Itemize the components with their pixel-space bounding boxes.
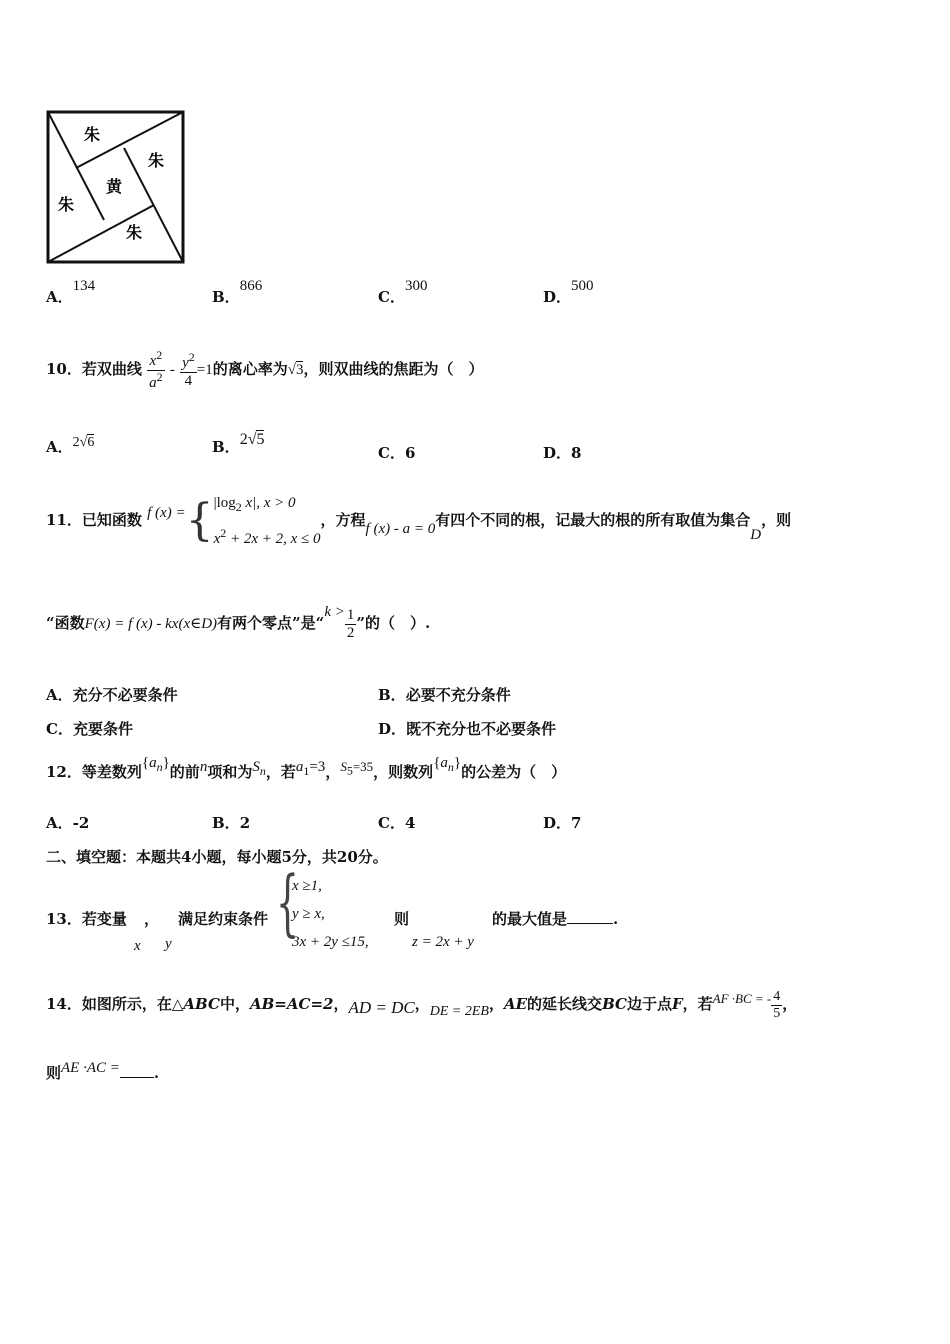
q13-constraints: x ≥1, y ≥ x, 3x + 2y ≤15, xyxy=(292,878,369,950)
q11-option-c[interactable]: C．充要条件 xyxy=(46,720,133,738)
q11-option-d[interactable]: D．既不充分也不必要条件 xyxy=(378,720,557,738)
figure-char: 黄 xyxy=(106,177,123,196)
piecewise-cases: $|\log_2$ x|, x > 0 $x^2 + 2x + 2$, x ≤ 0 xyxy=(213,495,321,547)
question-14: 14．如图所示，在△ABC中，AB=AC=2，AD = DC，DE = 2EB，AE的延长线交BC边于点F，若AF ·BC = - $\frac{4}{5}$ ， xyxy=(46,989,798,1021)
q13-brace: { xyxy=(276,860,299,944)
q11-option-a[interactable]: A．充分不必要条件 xyxy=(46,686,178,704)
q9-option-b[interactable]: B．866 xyxy=(212,278,263,306)
half-fraction: $\frac{1}{2}$ xyxy=(346,607,355,641)
q11-option-b[interactable]: B．必要不充分条件 xyxy=(378,686,511,704)
hyperbola-fraction-x: $\frac{x^2}{a^2}$ xyxy=(149,348,163,391)
four-fifths-fraction: $\frac{4}{5}$ xyxy=(773,989,781,1021)
answer-blank[interactable] xyxy=(567,911,613,924)
q12-option-a[interactable]: A．-2 xyxy=(46,814,90,832)
q12-option-c[interactable]: C．4 xyxy=(378,814,416,832)
q9-option-c[interactable]: C．300 xyxy=(378,278,428,306)
q9-option-d[interactable]: D．500 xyxy=(543,278,594,306)
q10-option-c[interactable]: C．6 xyxy=(378,444,416,462)
q13-var-x: x xyxy=(134,938,141,954)
sqrt-3: √3 xyxy=(287,362,304,378)
q12-option-d[interactable]: D．7 xyxy=(543,814,582,832)
answer-blank[interactable] xyxy=(120,1065,154,1078)
question-11-line2: “函数F(x) = f (x) - kx(x∈D)有两个零点”是“k > $\frac{1}{2}$ ”的（ ）. xyxy=(46,604,431,641)
figure-char: 朱 xyxy=(148,151,165,170)
q9-option-a[interactable]: A．134 xyxy=(46,278,96,306)
q10-option-d[interactable]: D．8 xyxy=(543,444,582,462)
question-11: 11．已知函数 f (x) ={ $|\log_2$ x|, x > 0 $x^2 + 2x + 2$, x ≤ 0 ，方程f (x) - a = 0有四个不同的根，记最大的根的所有取值为集合D，则 xyxy=(46,490,791,552)
figure-char: 朱 xyxy=(126,223,143,242)
question-12: 12．等差数列$\{a_n\}$的前n项和为$S_n$，若$a_1=3$，$S_5=35$，则数列$\{a_n\}$的公差为（ ） xyxy=(46,755,567,781)
q10-option-a[interactable]: A．2√6 xyxy=(46,435,95,456)
question-10: 10．若双曲线 $\frac{x^2}{a^2}$ - $\frac{y^2}{4}$ =1的离心率为√3，则双曲线的焦距为（ ） xyxy=(46,348,484,391)
question-13-number: 13．若变量 xyxy=(46,910,127,928)
section-2-title: 二、填空题：本题共4小题，每小题5分，共20分。 xyxy=(46,848,388,866)
piecewise-brace: { xyxy=(185,495,214,546)
q13-ask: 的最大值是 . xyxy=(492,910,619,928)
pinwheel-figure xyxy=(46,110,186,265)
q12-option-b[interactable]: B．2 xyxy=(212,814,251,832)
hyperbola-fraction-y: $\frac{y^2}{4}$ xyxy=(182,350,195,389)
q13-var-y: y xyxy=(165,936,172,952)
figure-char: 朱 xyxy=(58,195,75,214)
q10-option-b[interactable]: B．2√5 xyxy=(212,431,265,456)
figure-char: 朱 xyxy=(84,125,101,144)
question-14-line2: 则AE ·AC = . xyxy=(46,1060,160,1082)
q13-then: 则 xyxy=(394,910,410,928)
q13-objective: z = 2x + y xyxy=(412,934,474,950)
q13-comma: ， xyxy=(144,910,160,928)
q13-text: 满足约束条件 xyxy=(178,910,269,928)
